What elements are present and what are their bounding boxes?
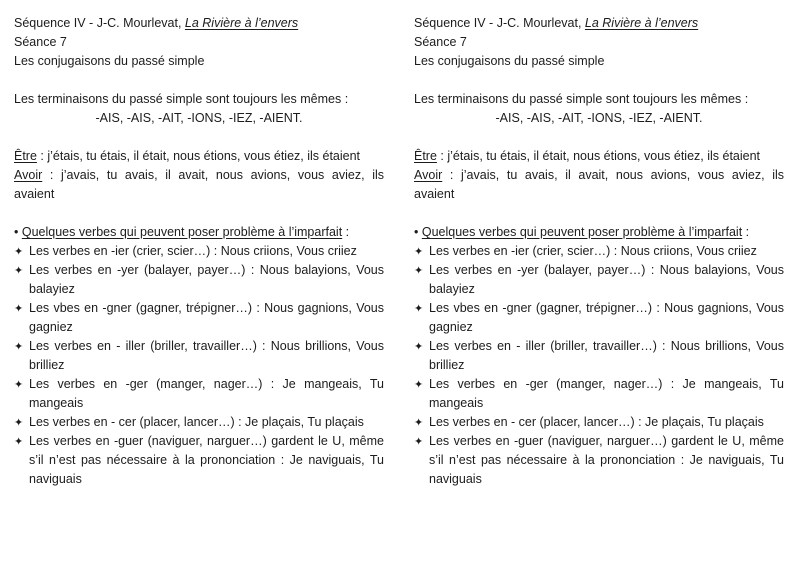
bullet-continuation-line: [414, 356, 784, 375]
text-line: [414, 166, 784, 185]
text-line: [14, 223, 384, 242]
text-segment: Les verbes en - cer (placer, lancer…) : Je plaçais, Tu plaçais: [429, 415, 764, 429]
text-segment: Avoir: [14, 168, 43, 182]
text-segment: brilliez: [29, 358, 65, 372]
text-segment: balayiez: [429, 282, 475, 296]
text-segment: Les verbes en -ier (crier, scier…) : Nous criions, Vous criiez: [429, 244, 757, 258]
text-segment: Les verbes en -ger (manger, nager…) : Je mangeais, Tu: [429, 377, 784, 391]
bullet-continuation-line: [414, 394, 784, 413]
text-segment: Les verbes en -ger (manger, nager…) : Je mangeais, Tu: [29, 377, 384, 391]
text-line: [414, 223, 784, 242]
four-pointed-star-bullet-icon: ✦: [14, 340, 24, 353]
text-segment: gagniez: [29, 320, 73, 334]
four-pointed-star-bullet-icon: ✦: [414, 302, 424, 315]
text-segment: Les conjugaisons du passé simple: [14, 54, 205, 68]
four-pointed-star-bullet-icon: ✦: [14, 264, 24, 277]
centered-line: [14, 109, 384, 128]
text-segment: Les conjugaisons du passé simple: [414, 54, 605, 68]
text-segment: Séquence IV - J-C. Mourlevat,: [14, 16, 185, 30]
text-segment: Les verbes en -yer (balayer, payer…) : Nous balayions, Vous: [29, 263, 384, 277]
text-segment: La Rivière à l’envers: [184, 16, 299, 30]
bullet-line: [414, 413, 784, 432]
text-segment: naviguais: [29, 472, 82, 486]
bullet-continuation-line: [14, 280, 384, 299]
bullet-line: [14, 375, 384, 394]
text-line: [414, 14, 784, 33]
bullet-continuation-line: [14, 318, 384, 337]
text-line: [414, 52, 784, 71]
text-line: [414, 185, 784, 204]
bullet-line: [14, 299, 384, 318]
text-segment: Quelques verbes qui peuvent poser problème à l’imparfait: [21, 225, 343, 239]
text-segment: Séance 7: [14, 35, 67, 49]
text-segment: :: [742, 225, 750, 239]
text-segment: Être: [14, 149, 37, 163]
text-segment: Les terminaisons du passé simple sont toujours les mêmes :: [14, 92, 349, 106]
text-segment: Les verbes en -yer (balayer, payer…) : Nous balayions, Vous: [429, 263, 784, 277]
four-pointed-star-bullet-icon: ✦: [414, 378, 424, 391]
bullet-continuation-line: [14, 470, 384, 489]
text-segment: s’il n’est pas nécessaire à la prononciation : Je naviguais, Tu: [29, 453, 384, 467]
bullet-continuation-line: [414, 451, 784, 470]
text-segment: Séance 7: [414, 35, 467, 49]
text-segment: Être: [414, 149, 437, 163]
text-segment: : j’avais, tu avais, il avait, nous avions, vous aviez, ils: [442, 168, 784, 182]
bullet-line: [414, 242, 784, 261]
worksheet-copy-right: [414, 14, 784, 566]
text-segment: : j’avais, tu avais, il avait, nous avions, vous aviez, ils: [42, 168, 384, 182]
four-pointed-star-bullet-icon: ✦: [414, 245, 424, 258]
bullet-continuation-line: [14, 394, 384, 413]
bullet-line: [14, 242, 384, 261]
centered-line: [414, 109, 784, 128]
text-segment: mangeais: [29, 396, 84, 410]
text-segment: s’il n’est pas nécessaire à la prononciation : Je naviguais, Tu: [429, 453, 784, 467]
text-segment: Les vbes en -gner (gagner, trépigner…) : Nous gagnions, Vous: [29, 301, 384, 315]
blank-line: [414, 128, 784, 147]
text-segment: -AIS, -AIS, -AIT, -IONS, -IEZ, -AIENT.: [95, 111, 303, 125]
text-segment: Avoir: [414, 168, 443, 182]
text-segment: Les verbes en -ier (crier, scier…) : Nous criions, Vous criiez: [29, 244, 357, 258]
text-segment: balayiez: [29, 282, 75, 296]
blank-line: [14, 128, 384, 147]
four-pointed-star-bullet-icon: ✦: [414, 340, 424, 353]
text-segment: La Rivière à l’envers: [584, 16, 699, 30]
text-line: [14, 185, 384, 204]
text-line: [14, 147, 384, 166]
four-pointed-star-bullet-icon: ✦: [414, 416, 424, 429]
blank-line: [414, 71, 784, 90]
text-segment: -AIS, -AIS, -AIT, -IONS, -IEZ, -AIENT.: [495, 111, 703, 125]
bullet-line: [414, 299, 784, 318]
text-line: [14, 52, 384, 71]
four-pointed-star-bullet-icon: ✦: [14, 435, 24, 448]
text-line: [414, 33, 784, 52]
blank-line: [14, 71, 384, 90]
text-segment: Les verbes en -guer (naviguer, narguer…) gardent le U, même: [29, 434, 384, 448]
four-pointed-star-bullet-icon: ✦: [14, 245, 24, 258]
text-segment: Les verbes en - iller (briller, travailler…) : Nous brillions, Vous: [29, 339, 384, 353]
bullet-continuation-line: [414, 470, 784, 489]
text-line: [414, 147, 784, 166]
text-segment: mangeais: [429, 396, 484, 410]
blank-line: [414, 204, 784, 223]
bullet-continuation-line: [14, 451, 384, 470]
text-segment: : j’étais, tu étais, il était, nous étions, vous étiez, ils étaient: [36, 149, 361, 163]
text-segment: avaient: [414, 187, 455, 201]
bullet-line: [14, 413, 384, 432]
bullet-line: [414, 375, 784, 394]
text-segment: •: [414, 225, 422, 239]
text-segment: Les verbes en - cer (placer, lancer…) : Je plaçais, Tu plaçais: [29, 415, 364, 429]
text-segment: Les vbes en -gner (gagner, trépigner…) : Nous gagnions, Vous: [429, 301, 784, 315]
text-line: [14, 166, 384, 185]
bullet-continuation-line: [414, 318, 784, 337]
bullet-line: [14, 337, 384, 356]
bullet-continuation-line: [414, 280, 784, 299]
four-pointed-star-bullet-icon: ✦: [414, 435, 424, 448]
bullet-line: [414, 432, 784, 451]
bullet-continuation-line: [14, 356, 384, 375]
text-segment: Séquence IV - J-C. Mourlevat,: [414, 16, 585, 30]
text-segment: brilliez: [429, 358, 465, 372]
text-segment: gagniez: [429, 320, 473, 334]
text-segment: Les verbes en -guer (naviguer, narguer…) gardent le U, même: [429, 434, 784, 448]
bullet-line: [414, 337, 784, 356]
bullet-line: [414, 261, 784, 280]
text-line: [14, 33, 384, 52]
text-segment: avaient: [14, 187, 55, 201]
text-segment: :: [342, 225, 350, 239]
bullet-line: [14, 261, 384, 280]
bullet-line: [14, 432, 384, 451]
text-line: [414, 90, 784, 109]
four-pointed-star-bullet-icon: ✦: [14, 416, 24, 429]
four-pointed-star-bullet-icon: ✦: [14, 302, 24, 315]
text-segment: naviguais: [429, 472, 482, 486]
text-segment: Les verbes en - iller (briller, travailler…) : Nous brillions, Vous: [429, 339, 784, 353]
four-pointed-star-bullet-icon: ✦: [14, 378, 24, 391]
worksheet-copy-left: [14, 14, 384, 566]
four-pointed-star-bullet-icon: ✦: [414, 264, 424, 277]
text-segment: Quelques verbes qui peuvent poser problème à l’imparfait: [421, 225, 743, 239]
text-line: [14, 90, 384, 109]
text-line: [14, 14, 384, 33]
text-segment: •: [14, 225, 22, 239]
blank-line: [14, 204, 384, 223]
text-segment: Les terminaisons du passé simple sont toujours les mêmes :: [414, 92, 749, 106]
text-segment: : j’étais, tu étais, il était, nous étions, vous étiez, ils étaient: [436, 149, 761, 163]
